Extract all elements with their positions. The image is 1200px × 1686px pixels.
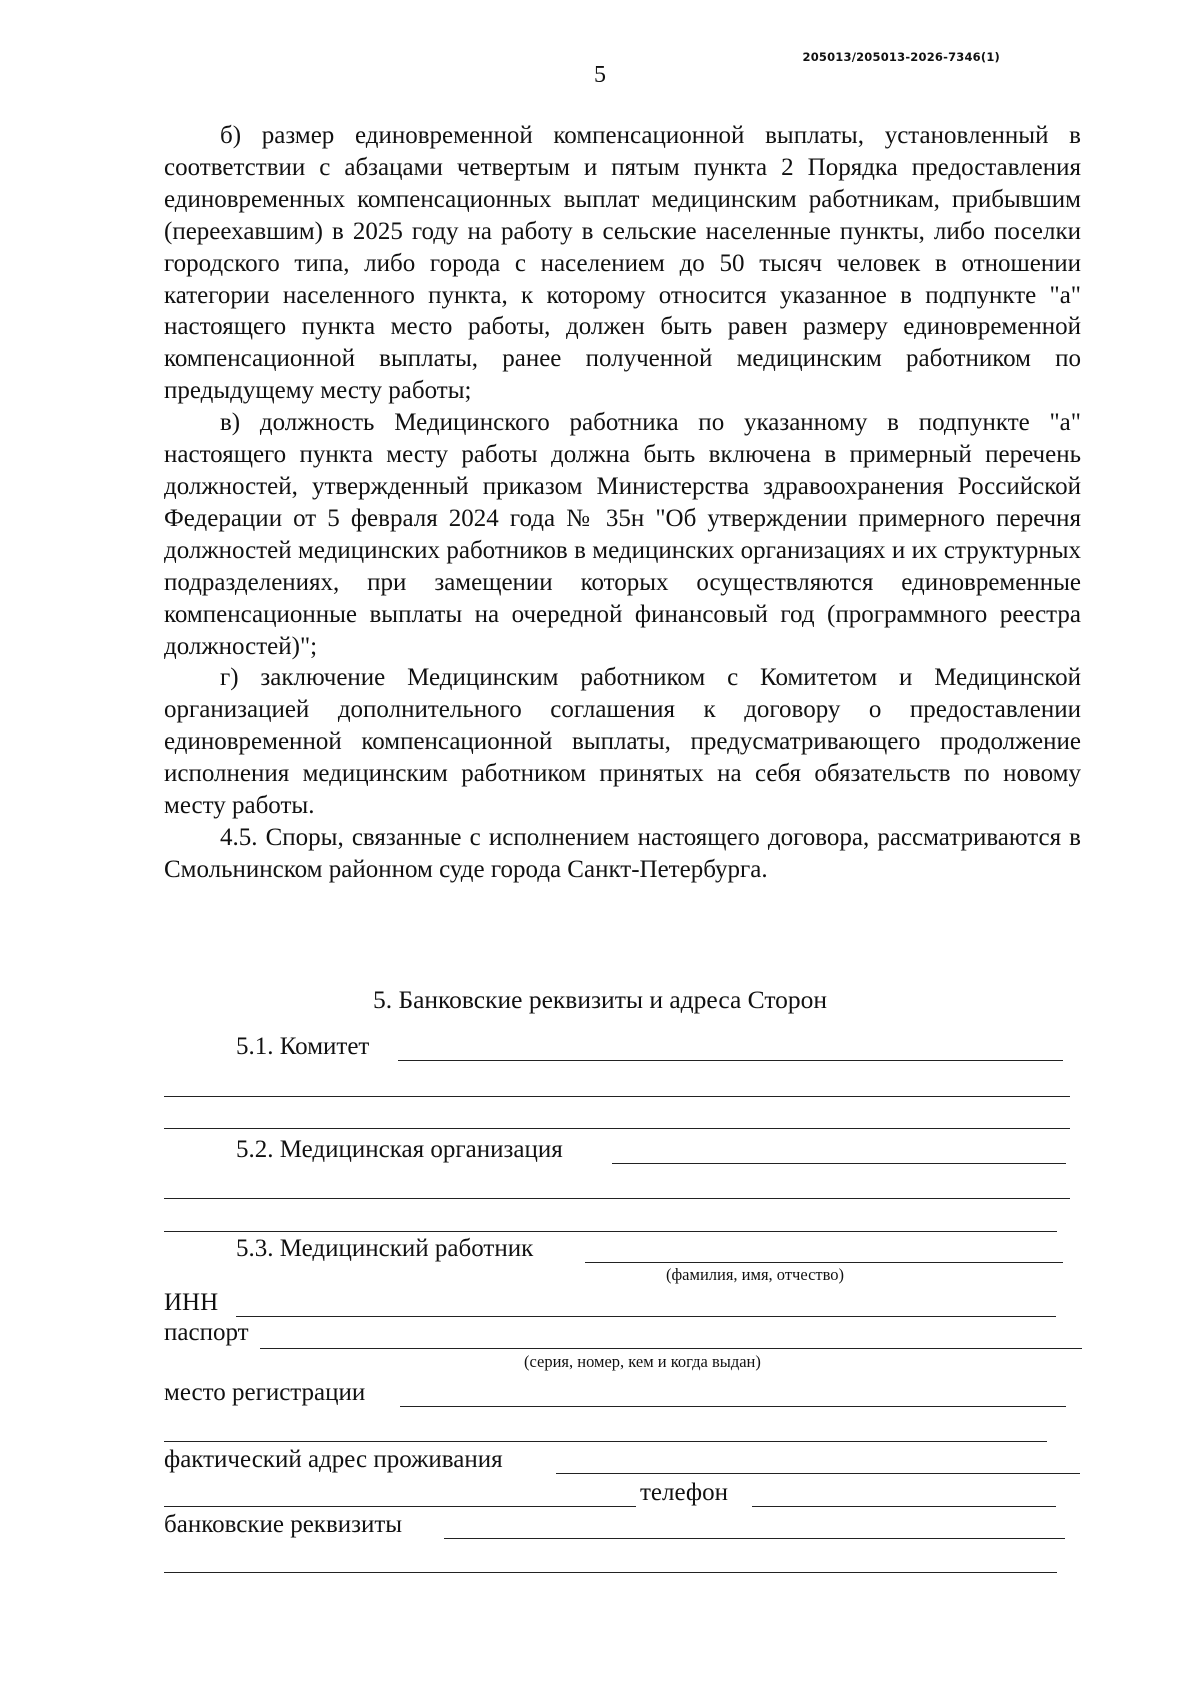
passport-label: паспорт bbox=[164, 1319, 249, 1346]
med-org-label: 5.2. Медицинская организация bbox=[236, 1136, 563, 1163]
document-body bbox=[164, 120, 1081, 886]
actual-address-label: фактический адрес проживания bbox=[164, 1446, 503, 1473]
phone-field bbox=[752, 1506, 1056, 1507]
bank-details-field-line-2 bbox=[164, 1572, 1057, 1573]
med-org-field bbox=[612, 1163, 1066, 1164]
committee-field-line-3 bbox=[164, 1128, 1070, 1129]
section-title: 5. Банковские реквизиты и адреса Сторон bbox=[372, 985, 828, 1014]
committee-field bbox=[398, 1060, 1063, 1061]
page-number: 5 bbox=[594, 62, 606, 88]
bank-details-label: банковские реквизиты bbox=[164, 1511, 403, 1538]
actual-address-field-line-2 bbox=[164, 1506, 636, 1507]
passport-field bbox=[260, 1348, 1082, 1349]
actual-address-field bbox=[556, 1473, 1080, 1474]
med-org-field-line-3 bbox=[164, 1231, 1057, 1232]
registration-field bbox=[400, 1406, 1066, 1407]
paragraph-g: г) заключение Медицинским работником с Комитетом и Медицинской организацией дополнительного соглашения к договору о предоставлении единовременной компенсационной выплаты, предусматривающего продолжение исполнения медицинским работником принятых на себя обязательств по новому месту работы. bbox=[164, 664, 1081, 820]
phone-label: телефон bbox=[640, 1479, 728, 1506]
document-id: 205013/205013-2026-7346(1) bbox=[802, 50, 1000, 64]
bank-details-field bbox=[444, 1538, 1065, 1539]
paragraph-4-5: 4.5. Споры, связанные с исполнением настоящего договора, рассматриваются в Смольнинском районном суде города Санкт-Петербурга. bbox=[164, 823, 1081, 883]
paragraph-b: б) размер единовременной компенсационной выплаты, установленный в соответствии с абзацами четвертым и пятым пункта 2 Порядка предоставления единовременных компенсационных выплат медицинским работникам, прибывшим (переехавшим) в 2025 году на работу в сельские населенные пункты, либо поселки городского типа, либо города с населением до 50 тысяч человек в отношении категории населенного пункта, к которому относится указанное в подпункте "а" настоящего пункта место работы, должен быть равен размеру единовременной компенсационной выплаты, ранее полученной медицинским работником по предыдущему месту работы; bbox=[164, 122, 1081, 405]
med-worker-label: 5.3. Медицинский работник bbox=[236, 1235, 534, 1262]
inn-label: ИНН bbox=[164, 1289, 219, 1316]
med-worker-field bbox=[585, 1262, 1063, 1263]
paragraph-v: в) должность Медицинского работника по указанному в подпункте "а" настоящего пункта месту работы должна быть включена в примерный перечень должностей, утвержденный приказом Министерства здравоохранения Российской Федерации от 5 февраля 2024 года № 35н "Об утверждении примерного перечня должностей медицинских работников в медицинских организациях и их структурных подразделениях, при замещении которых осуществляются единовременные компенсационные выплаты на очередной финансовый год (программного реестра должностей)"; bbox=[164, 409, 1081, 660]
med-org-field-line-2 bbox=[164, 1198, 1070, 1199]
passport-hint: (серия, номер, кем и когда выдан) bbox=[524, 1352, 761, 1371]
committee-field-line-2 bbox=[164, 1096, 1070, 1097]
fio-hint: (фамилия, имя, отчество) bbox=[666, 1265, 845, 1284]
registration-field-line-2 bbox=[164, 1441, 1047, 1442]
registration-label: место регистрации bbox=[164, 1379, 366, 1406]
inn-field bbox=[236, 1316, 1056, 1317]
committee-label: 5.1. Комитет bbox=[236, 1033, 370, 1060]
